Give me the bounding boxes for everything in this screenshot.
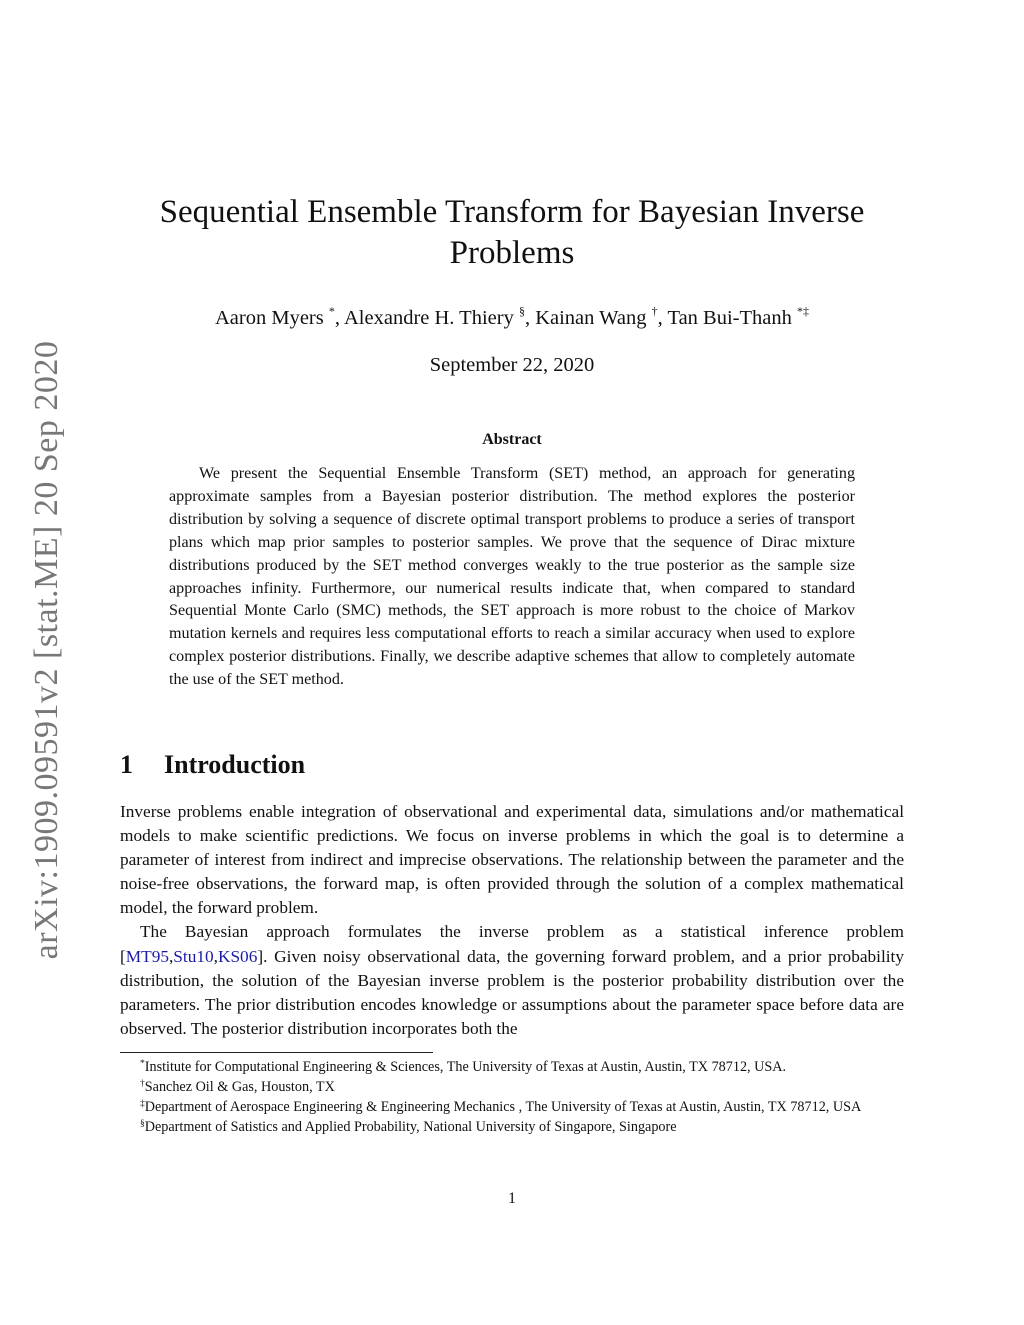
citation-bracket: ] — [257, 946, 264, 966]
footnote — [120, 1077, 910, 1097]
footnote-mark: § — [140, 1119, 145, 1129]
author-affiliation-mark: * — [328, 304, 335, 318]
author-name: Aaron Myers — [215, 307, 324, 329]
publication-date: September 22, 2020 — [429, 354, 595, 376]
footnote-mark: * — [140, 1059, 145, 1069]
citation-link[interactable]: KS06 — [217, 946, 258, 966]
footnote-text: Department of Aerospace Engineering & Engineering Mechanics , The University of Texas at Austin, Austin, TX 78712, USA — [144, 1099, 862, 1115]
citation-separator: , — [168, 946, 174, 966]
title-line: Sequential Ensemble Transform for Bayesian Inverse — [159, 194, 865, 230]
abstract — [169, 463, 855, 692]
abstract-text: We present the Sequential Ensemble Transform (SET) method, an approach for generating approximate samples from a Bayesian posterior distribution. The method explores the posterior distribution by solving a sequence of discrete optimal transport problems to produce a series of transport plans which map prior samples to posterior samples. We prove that the sequence of Dirac mixture distributions produced by the SET method converges weakly to the true posterior as the sample size approaches infinity. Furthermore, our numerical results indicate that, when compared to standard Sequential Monte Carlo (SMC) methods, the SET approach is more robust to the choice of Markov mutation kernels and requires less computational efforts to reach a similar accuracy when used to explore complex posterior distributions. Finally, we describe adaptive schemes that allow to completely automate the use of the SET method. — [169, 465, 855, 689]
author-name: Tan Bui-Thanh — [667, 307, 792, 329]
arxiv-identifier: arXiv:1909.09591v2 [stat.ME] 20 Sep 2020 — [28, 340, 65, 960]
intro-paragraph-text: . Given noisy observational data, the governing forward problem, and a prior probability distribution, the solution of the Bayesian inverse problem is the posterior probability distribution over the parameters. The prior distribution encodes knowledge or assumptions about the parameter space before data are observed. The posterior distribution incorporates both the — [120, 946, 904, 1038]
author-list: Aaron Myers *, Alexandre H. Thiery §, Kainan Wang †, Tan Bui-Thanh *‡ — [215, 304, 809, 329]
intro-paragraph: Inverse problems enable integration of observational and experimental data, simulations and/or mathematical models to make scientific predictions. We focus on inverse problems in which the goal is to determine a parameter of interest from indirect and imprecise observations. The relationship between the parameter and the noise-free observations, the forward map, is often provided through the solution of a complex mathematical model, the forward problem. — [120, 802, 904, 918]
intro-paragraph — [120, 920, 904, 1040]
footnote-text: Institute for Computational Engineering & Sciences, The University of Texas at Austin, Austin, TX 78712, USA. — [144, 1059, 787, 1075]
footnote-mark: ‡ — [140, 1099, 145, 1109]
citation-link[interactable]: MT95 — [125, 946, 169, 966]
footnote-text: Department of Satistics and Applied Probability, National University of Singapore, Singapore — [144, 1119, 677, 1135]
intro-paragraph-text: The Bayesian approach formulates the inverse problem as a statistical inference problem — [140, 922, 904, 942]
citation-group — [120, 947, 263, 966]
author-affiliation-mark: *‡ — [797, 304, 809, 318]
introduction-body — [120, 800, 904, 1041]
footnote — [120, 1097, 910, 1117]
footnote-rule — [120, 1052, 433, 1053]
footnotes — [120, 1057, 910, 1137]
footnote-text: Sanchez Oil & Gas, Houston, TX — [144, 1079, 335, 1095]
author-affiliation-mark: § — [518, 304, 525, 318]
section-number: 1 — [120, 750, 133, 779]
citation-separator: , — [213, 946, 218, 966]
author-affiliation-mark: † — [651, 304, 658, 318]
section-heading — [120, 748, 305, 782]
page-number: 1 — [508, 1190, 516, 1207]
citation-link[interactable]: Stu10 — [173, 946, 214, 966]
citation-bracket: [ — [120, 946, 126, 966]
abstract-heading: Abstract — [482, 431, 542, 448]
author-name: Kainan Wang — [535, 307, 647, 329]
footnote — [120, 1057, 910, 1077]
paper-title — [120, 192, 904, 274]
section-title: Introduction — [164, 750, 306, 779]
author-name: Alexandre H. Thiery — [344, 307, 514, 329]
title-line: Problems — [449, 235, 575, 271]
footnote-mark: † — [140, 1079, 145, 1089]
arxiv-stamp — [12, 340, 82, 960]
footnote — [120, 1117, 910, 1137]
